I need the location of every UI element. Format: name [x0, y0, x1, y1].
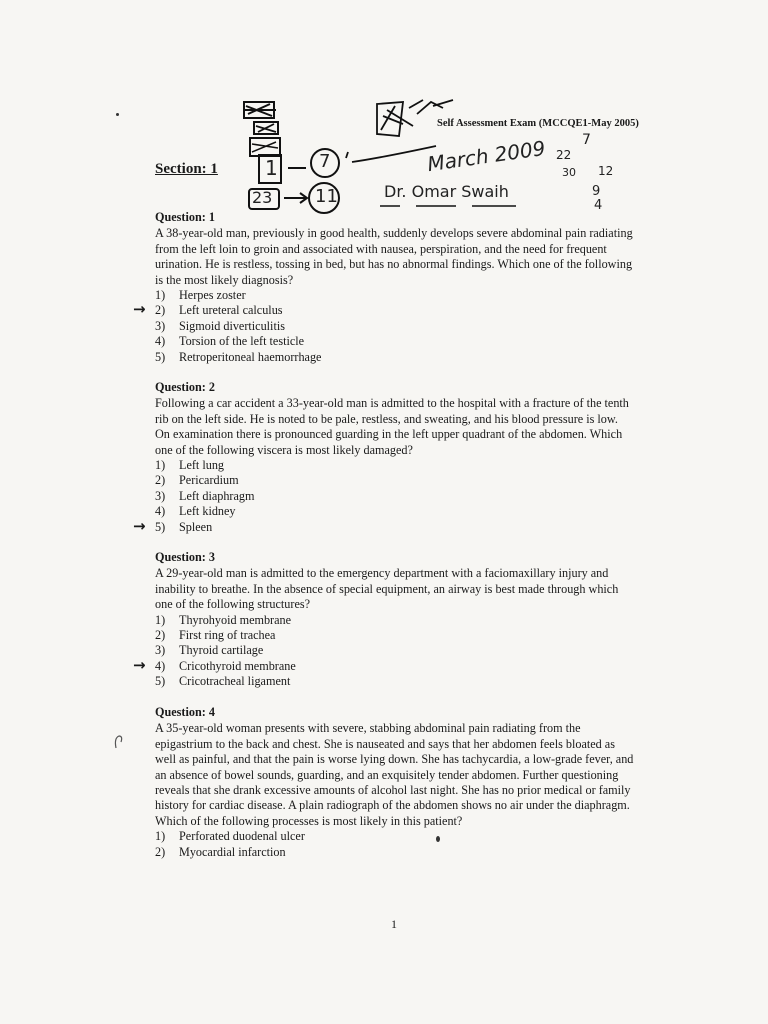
handwritten-underline-stroke — [340, 140, 440, 170]
exam-title: Self Assessment Exam (MCCQE1-May 2005) — [437, 118, 639, 129]
page-number: 1 — [391, 917, 397, 931]
margin-pen-mark — [112, 732, 126, 752]
option: 3) Thyroid cartilage — [155, 643, 264, 658]
option: 1) Perforated duodenal ulcer — [155, 829, 305, 844]
option: 1) Herpes zoster — [155, 288, 246, 303]
option: 2) Pericardium — [155, 473, 239, 488]
question-2 — [133, 380, 635, 535]
handwritten-tally-5: 4 — [594, 198, 603, 213]
question-3 — [133, 550, 635, 690]
section-title: Section: 1 — [155, 161, 218, 177]
question-4 — [155, 705, 635, 860]
option: 1) Left lung — [155, 458, 225, 473]
handwritten-name: Dr. Omar Swaih — [384, 182, 509, 201]
ink-mark — [436, 836, 440, 842]
option: 5) Retroperitoneal haemorrhage — [155, 349, 322, 364]
arrow-right-icon: → — [133, 300, 146, 319]
arrow-right-icon: → — [133, 516, 146, 535]
handwritten-tally-6: 30 — [562, 166, 576, 179]
question-2-stem: Following a car accident a 33-year-old man is admitted to the hospital with a fracture of the tenth rib on the left side. He is noted to be pale, restless, and sweating, and his blood pressure is low. On examination there is pronounced guarding in the left upper quadrant of the abdomen. Which one of the following viscera is most likely damaged? — [155, 396, 629, 457]
question-3-title: Question: 3 — [155, 550, 215, 564]
question-1 — [133, 210, 635, 365]
handwritten-tally-2: 22 — [556, 148, 572, 162]
option: 4) Left kidney — [155, 504, 236, 519]
handwritten-dash-1 — [286, 164, 308, 172]
handwritten-tally-1: 7 — [582, 132, 591, 148]
option: 1) Thyrohyoid membrane — [155, 612, 292, 627]
handwritten-date: March 2009 — [425, 135, 547, 177]
handwritten-box-2-value: 23 — [252, 188, 273, 207]
question-1-title: Question: 1 — [155, 210, 215, 224]
handwritten-circle-1-value: 7 — [319, 151, 331, 172]
handwritten-circle-2-value: 11 — [315, 186, 338, 207]
option-marked: → 2) Left ureteral calculus — [133, 300, 283, 319]
handwritten-box-1-value: 1 — [265, 156, 278, 180]
question-4-title: Question: 4 — [155, 705, 215, 719]
handwritten-box-scribbles — [238, 98, 288, 160]
handwritten-tally-4: 9 — [592, 184, 601, 199]
question-3-stem: A 29-year-old man is admitted to the emergency department with a faciomaxillary injury and inability to breathe. In the absence of special equipment, an airway is best made through which one of the following structures? — [155, 566, 619, 612]
question-2-title: Question: 2 — [155, 380, 215, 394]
option: 5) Cricotracheal ligament — [155, 674, 291, 689]
option: 3) Left diaphragm — [155, 488, 255, 503]
option: 2) Myocardial infarction — [155, 844, 286, 859]
option-marked: → 5) Spleen — [133, 516, 213, 535]
speck — [116, 113, 119, 116]
arrow-right-icon: → — [133, 655, 146, 674]
option-marked: → 4) Cricothyroid membrane — [133, 655, 296, 674]
handwritten-name-underline — [376, 200, 526, 210]
question-4-stem: A 35-year-old woman presents with severe, stabbing abdominal pain radiating from the epigastrium to the back and chest. She is nauseated and says that her abdomen feels bloated as well as painful, and that the pain is worse lying down. She has tachycardia, a low-grade fever, and an absence of bowel sounds, guarding, and an exquisitely tender abdomen. Further questioning reveals that she drank excessive amounts of alcohol last night. She has no prior medical or family history for cardiac disease. A plain radiograph of the abdomen shows no air under the diaphragm. Which of the following processes is most likely in this patient? — [155, 721, 634, 828]
option: 2) First ring of trachea — [155, 628, 276, 643]
question-1-stem: A 38-year-old man, previously in good health, suddenly develops severe abdominal pain radiating from the left loin to groin and associated with nausea, perspiration, and the need for frequent urination. He is restless, tossing in bed, but has no abnormal findings. Which one of the following is the most likely diagnosis? — [155, 226, 633, 287]
option: 3) Sigmoid diverticulitis — [155, 318, 285, 333]
option: 4) Torsion of the left testicle — [155, 334, 305, 349]
handwritten-tally-3: 12 — [598, 164, 614, 178]
